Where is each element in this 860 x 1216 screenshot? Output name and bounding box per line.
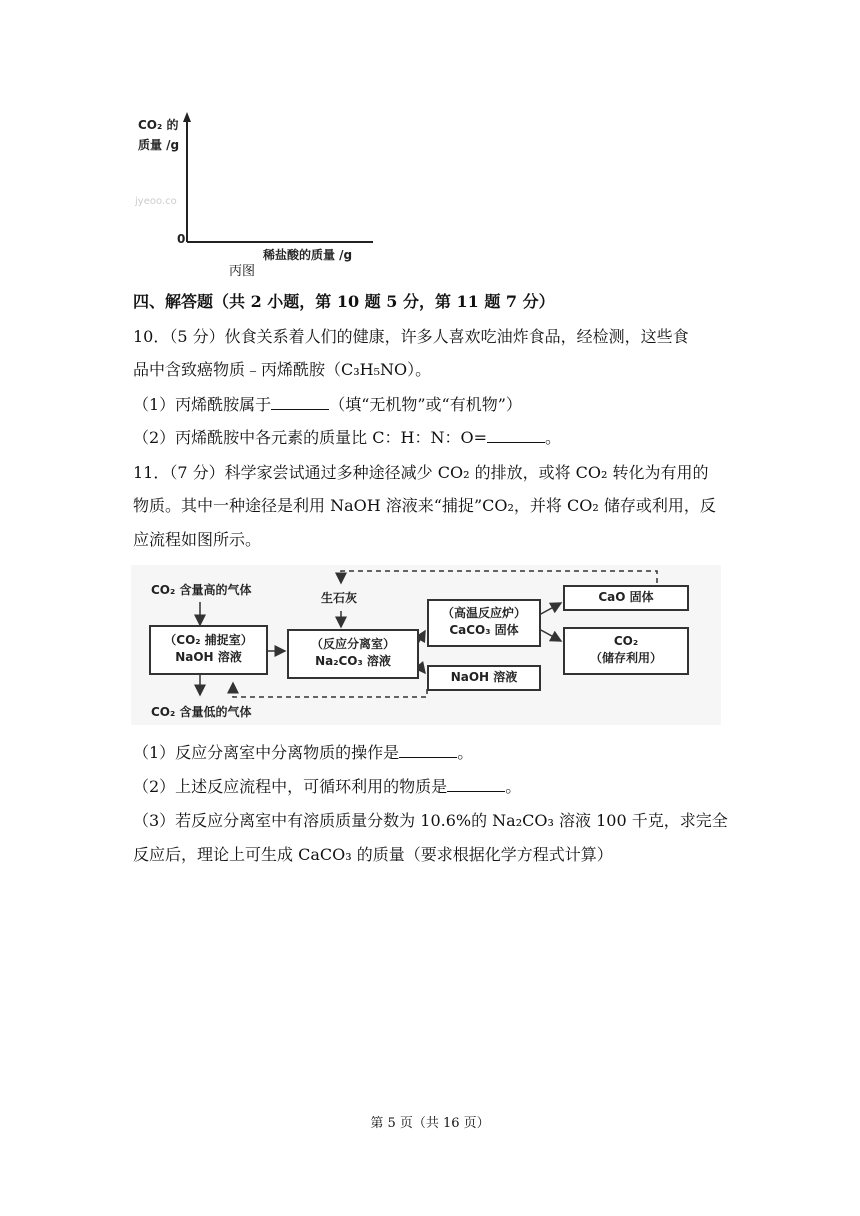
q11-line-1: 11．（7 分）科学家尝试通过多种途径减少 CO₂ 的排放，或将 CO₂ 转化为有用的 (133, 463, 709, 482)
section-heading: 四、解答题（共 2 小题，第 10 题 5 分，第 11 题 7 分） (133, 292, 555, 311)
graph-x-label: 稀盐酸的质量 /g (263, 248, 353, 262)
q11-sub-1-end: 。 (457, 743, 474, 762)
q11-sub-1-text: （1）反应分离室中分离物质的操作是 (133, 743, 400, 762)
q10-line-2: 品中含致癌物质﹣丙烯酰胺（C₃H₅NO）。 (133, 360, 432, 379)
q10-line-1: 10．（5 分）伙食关系着人们的健康，许多人喜欢吃油炸食品，经检测，这些食 (133, 327, 689, 346)
flow-cao-solid (563, 585, 689, 611)
flow-diagram (131, 565, 721, 725)
cao-solid-text: CaO 固体 (598, 590, 654, 604)
q11-sub-2-end: 。 (505, 777, 522, 796)
graph-y-label-1: CO₂ 的 (138, 118, 179, 132)
answer-blank[interactable] (271, 395, 329, 410)
q10-sub-2-end: 。 (545, 428, 562, 447)
q11-sub-2-text: （2）上述反应流程中，可循环利用的物质是 (133, 777, 448, 796)
capture-room-title: （CO₂ 捕捉室） (164, 633, 253, 647)
separation-room-content: Na₂CO₃ 溶液 (315, 654, 391, 668)
flow-quicklime: 生石灰 (321, 591, 358, 605)
q11-sub-3-line-2: 反应后，理论上可生成 CaCO₃ 的质量（要求根据化学方程式计算） (133, 845, 613, 864)
flow-input-gas: CO₂ 含量高的气体 (151, 583, 252, 597)
q10-sub-1 (133, 395, 522, 415)
capture-room-content: NaOH 溶液 (175, 650, 242, 664)
furnace-content: CaCO₃ 固体 (449, 623, 519, 637)
page-footer: 第 5 页（共 16 页） (370, 1116, 490, 1131)
graph-origin: 0 (177, 232, 186, 246)
flow-output-gas: CO₂ 含量低的气体 (151, 705, 252, 719)
naoh-solution-text: NaOH 溶液 (450, 670, 518, 684)
q10-sub-1-hint: （填“无机物”或“有机物”） (329, 395, 522, 414)
answer-blank[interactable] (447, 777, 505, 792)
flow-furnace (427, 599, 541, 647)
graph-caption: 丙图 (229, 264, 256, 279)
q11-sub-2 (133, 777, 521, 797)
flow-separation-room (287, 629, 419, 679)
graph-figure (133, 110, 383, 280)
flow-capture-room (149, 625, 268, 675)
q10-sub-2 (133, 428, 561, 448)
furnace-title: （高温反应炉） (441, 606, 526, 620)
q11-sub-3-line-1: （3）若反应分离室中有溶质质量分数为 10.6%的 Na₂CO₃ 溶液 100 千克，求完全 (133, 811, 728, 830)
graph-watermark: jyeoo.co (135, 196, 177, 207)
graph-y-label-2: 质量 /g (138, 138, 180, 152)
answer-blank[interactable] (487, 428, 545, 443)
q11-line-3: 应流程如图所示。 (133, 530, 262, 549)
answer-blank[interactable] (399, 743, 457, 758)
q11-line-2: 物质。其中一种途径是利用 NaOH 溶液来“捕捉”CO₂，并将 CO₂ 储存或利用，反 (133, 496, 716, 515)
flow-naoh-solution (427, 665, 541, 691)
q11-sub-1 (133, 743, 473, 763)
q10-sub-2-text: （2）丙烯酰胺中各元素的质量比 C：H：N：O= (133, 428, 487, 447)
co2-storage-content: （储存利用） (589, 651, 662, 665)
separation-room-title: （反应分离室） (310, 637, 395, 651)
co2-storage-title: CO₂ (613, 634, 639, 648)
q10-sub-1-text: （1）丙烯酰胺属于 (133, 395, 272, 414)
flow-co2-storage (563, 627, 689, 675)
